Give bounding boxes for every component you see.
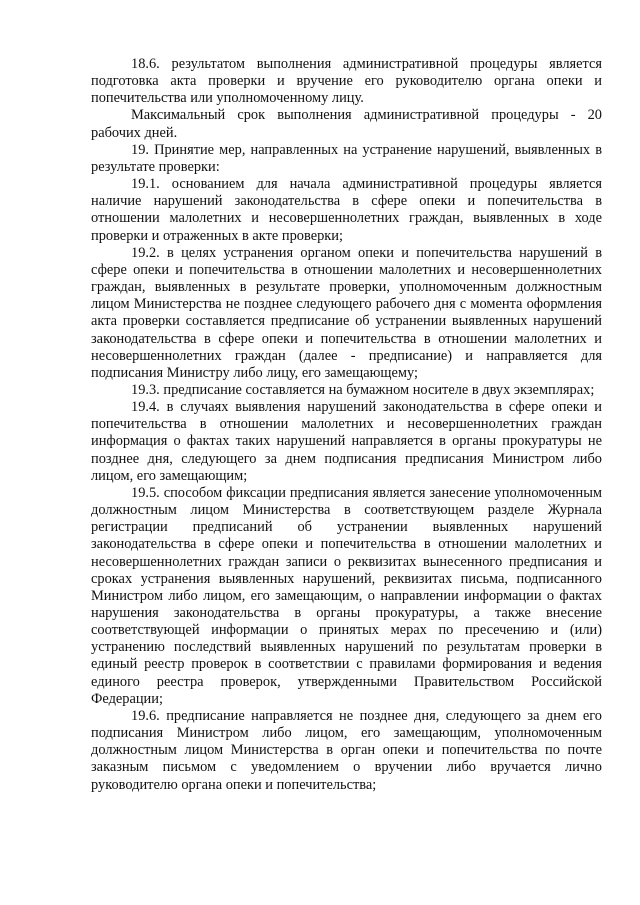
document-page (91, 56, 602, 794)
paragraph-max-term: Максимальный срок выполнения административной процедуры - 20 рабочих дней. (91, 107, 602, 141)
paragraph-19-5: 19.5. способом фиксации предписания является занесение уполномоченным должностным лицом Министерства в соответствующем разделе Журнала регистрации предписаний об устранении выявленных нарушений законодательства в сфере опеки и попечительства в отношении малолетних и несовершеннолетних граждан записи о реквизитах вынесенного предписания и сроках устранения выявленных нарушений, реквизитах письма, подписанного Министром либо лицом, его замещающим, о направлении информации о фактах нарушения законодательства в органы прокуратуры, а также внесение соответствующей информации о принятых мерах по пресечению и (или) устранению последствий выявленных нарушений по результатам проверки в единый реестр проверок в соответствии с правилами формирования и ведения единого реестра проверок, утвержденными Правительством Российской Федерации; (91, 484, 602, 707)
paragraph-19-3: 19.3. предписание составляется на бумажном носителе в двух экземплярах; (131, 381, 595, 398)
paragraph-19-1: 19.1. основанием для начала административной процедуры является наличие нарушений законодательства в сфере опеки и попечительства в отношении малолетних и несовершеннолетних граждан, выявленных в ходе проверки и отраженных в акте проверки; (91, 176, 602, 244)
paragraph-19-4: 19.4. в случаях выявления нарушений законодательства в сфере опеки и попечительства в отношении малолетних и несовершеннолетних граждан информация о фактах таких нарушений направляется в органы прокуратуры не позднее дня, следующего за днем подписания предписания Министром либо лицом, его замещающим; (91, 399, 602, 484)
paragraph-19-heading: 19. Принятие мер, направленных на устранение нарушений, выявленных в результате проверки: (91, 141, 602, 175)
paragraph-19-2: 19.2. в целях устранения органом опеки и попечительства нарушений в сфере опеки и попечительства в отношении малолетних и несовершеннолетних граждан, выявленных в результате проверки, уполномоченным должностным лицом Министерства не позднее следующего рабочего дня с момента оформления акта проверки составляется предписание об устранении выявленных нарушений законодательства в сфере опеки и попечительства в отношении малолетних и несовершеннолетних граждан (далее - предписание) и направляется для подписания Министру либо лицу, его замещающему; (91, 244, 602, 381)
paragraph-19-6: 19.6. предписание направляется не позднее дня, следующего за днем его подписания Министром либо лицом, его замещающим, уполномоченным должностным лицом Министерства в орган опеки и попечительства по почте заказным письмом с уведомлением о вручении либо вручается лично руководителю органа опеки и попечительства; (91, 707, 602, 793)
paragraph-18-6: 18.6. результатом выполнения административной процедуры является подготовка акта проверки и вручение его руководителю органа опеки и попечительства или уполномоченному лицу. (91, 56, 602, 107)
